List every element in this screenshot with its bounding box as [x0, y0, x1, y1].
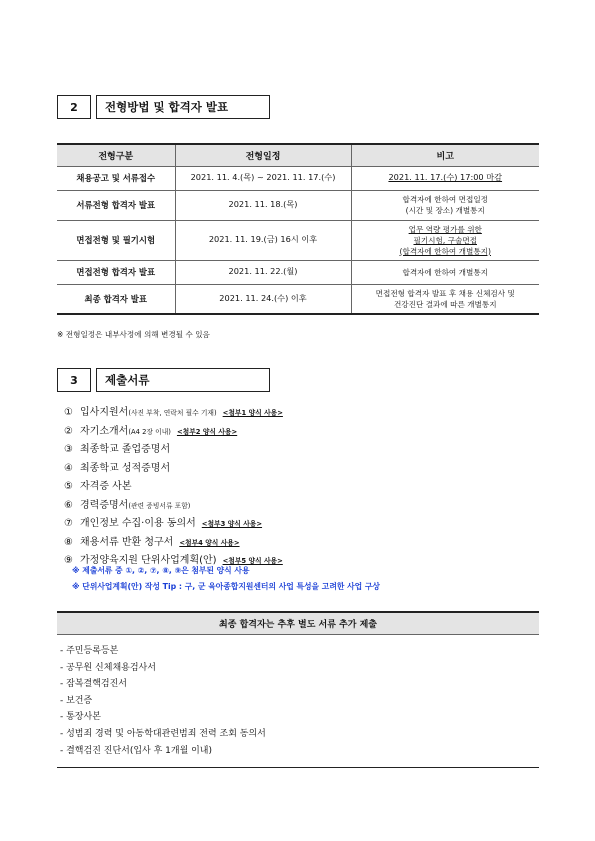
header-category: 전형구분	[57, 144, 175, 166]
note-line: 건강진단 결과에 따른 개별통지	[393, 299, 497, 309]
item-text: 채용서류 반환 청구서	[80, 536, 174, 548]
section-title: 전형방법 및 합격자 발표	[96, 95, 270, 119]
item-number: ①	[64, 407, 73, 418]
note-line: 면접전형 합격자 발표 후 채용 신체검사 및	[375, 288, 515, 298]
table-row	[57, 166, 539, 190]
list-item	[64, 496, 283, 515]
note-line: (합격자에 한하여 개별통지)	[399, 246, 491, 256]
row-note	[351, 166, 539, 190]
section-2-heading	[57, 95, 270, 119]
submission-note-2: ※ 단위사업계획(안) 작성 Tip : 구, 군 육아종합지원센터의 사업 특성을 고려한 사업 구상	[72, 582, 380, 591]
note-line: 업무 역량 평가를 위한	[408, 224, 482, 234]
list-item: - 통장사본	[60, 712, 101, 723]
row-note	[351, 260, 539, 284]
note-line: 합격자에 한하여 개별통지	[402, 267, 489, 277]
note-line: 합격자에 한하여 면접일정	[402, 195, 489, 204]
list-item: - 잠복결핵검진서	[60, 679, 127, 690]
item-number: ⑦	[64, 518, 73, 529]
list-item	[64, 477, 283, 496]
item-number: ②	[64, 425, 73, 437]
item-text: 자격증 사본	[80, 481, 132, 492]
section-3-heading	[57, 368, 270, 392]
row-note	[351, 220, 539, 260]
item-text: 개인정보 수집·이용 동의서	[80, 518, 196, 529]
table-row	[57, 220, 539, 260]
section-number: 3	[57, 368, 91, 392]
row-date: 2021. 11. 4.(목) ~ 2021. 11. 17.(수)	[175, 166, 351, 190]
table-header-row	[57, 144, 539, 166]
list-item: - 성범죄 경력 및 아동학대관련범죄 전력 조회 동의서	[60, 728, 266, 739]
row-date: 2021. 11. 22.(월)	[175, 260, 351, 284]
item-number: ⑤	[64, 481, 73, 492]
document-list	[64, 403, 283, 570]
note-line: (시간 및 장소) 개별통지	[405, 206, 485, 215]
row-note	[351, 284, 539, 314]
row-category: 면접전형 및 필기시험	[57, 220, 175, 260]
row-category: 서류전형 합격자 발표	[57, 190, 175, 220]
list-item	[64, 533, 283, 552]
item-ref: <첨부5 양식 사용>	[222, 557, 283, 565]
section-number: 2	[57, 95, 91, 119]
item-number: ③	[64, 444, 73, 455]
row-category: 면접전형 합격자 발표	[57, 260, 175, 284]
note-line: 필기시험, 구술면접	[413, 235, 477, 245]
bottom-divider	[57, 767, 539, 768]
section-title: 제출서류	[96, 368, 270, 392]
item-sub: (사진 부착, 연락처 필수 기재)	[128, 409, 217, 417]
item-ref: <첨부1 양식 사용>	[222, 409, 283, 417]
item-text: 최종학교 졸업증명서	[80, 444, 171, 455]
list-item	[64, 514, 283, 533]
row-date: 2021. 11. 24.(수) 이후	[175, 284, 351, 314]
list-item	[64, 459, 283, 478]
submission-note-1: ※ 제출서류 중 ①, ②, ⑦, ⑧, ⑨은 첨부된 양식 사용	[72, 566, 250, 575]
item-ref: <첨부3 양식 사용>	[201, 520, 263, 528]
table-row	[57, 284, 539, 314]
note-line: 2021. 11. 17.(수) 17:00 마감	[388, 172, 503, 183]
list-item	[64, 440, 283, 459]
item-ref: <첨부4 양식 사용>	[179, 538, 240, 547]
item-number: ⑥	[64, 499, 73, 511]
list-item: - 보건증	[60, 695, 93, 706]
row-date: 2021. 11. 19.(금) 16시 이후	[175, 220, 351, 260]
header-date: 전형일정	[175, 144, 351, 166]
item-text: 입사지원서	[80, 407, 129, 418]
final-docs-list	[60, 643, 266, 759]
schedule-table	[57, 143, 539, 315]
row-date: 2021. 11. 18.(목)	[175, 190, 351, 220]
item-text: 가정양육지원 단위사업계획(안)	[80, 555, 217, 566]
item-number: ⑨	[64, 555, 73, 566]
item-ref: <첨부2 양식 사용>	[176, 427, 238, 436]
item-number: ⑧	[64, 536, 73, 548]
item-text: 최종학교 성적증명서	[80, 462, 171, 474]
item-sub: (A4 2장 이내)	[128, 427, 171, 436]
list-item	[64, 422, 283, 441]
table-row	[57, 190, 539, 220]
item-sub: (관련 증빙서류 포함)	[128, 501, 191, 510]
row-category: 최종 합격자 발표	[57, 284, 175, 314]
header-note: 비고	[351, 144, 539, 166]
list-item	[64, 403, 283, 422]
item-text: 경력증명서	[80, 499, 129, 511]
row-category: 채용공고 및 서류접수	[57, 166, 175, 190]
item-text: 자기소개서	[80, 425, 129, 437]
list-item: - 결핵검진 진단서(입사 후 1개월 이내)	[60, 745, 213, 756]
item-number: ④	[64, 462, 73, 474]
table-row	[57, 260, 539, 284]
list-item: - 공무원 신체채용검사서	[60, 662, 156, 673]
schedule-footnote: ※ 전형일정은 내부사정에 의해 변경될 수 있음	[57, 330, 210, 339]
list-item: - 주민등록등본	[60, 646, 119, 656]
final-docs-header: 최종 합격자는 추후 별도 서류 추가 제출	[57, 611, 539, 635]
row-note	[351, 190, 539, 220]
